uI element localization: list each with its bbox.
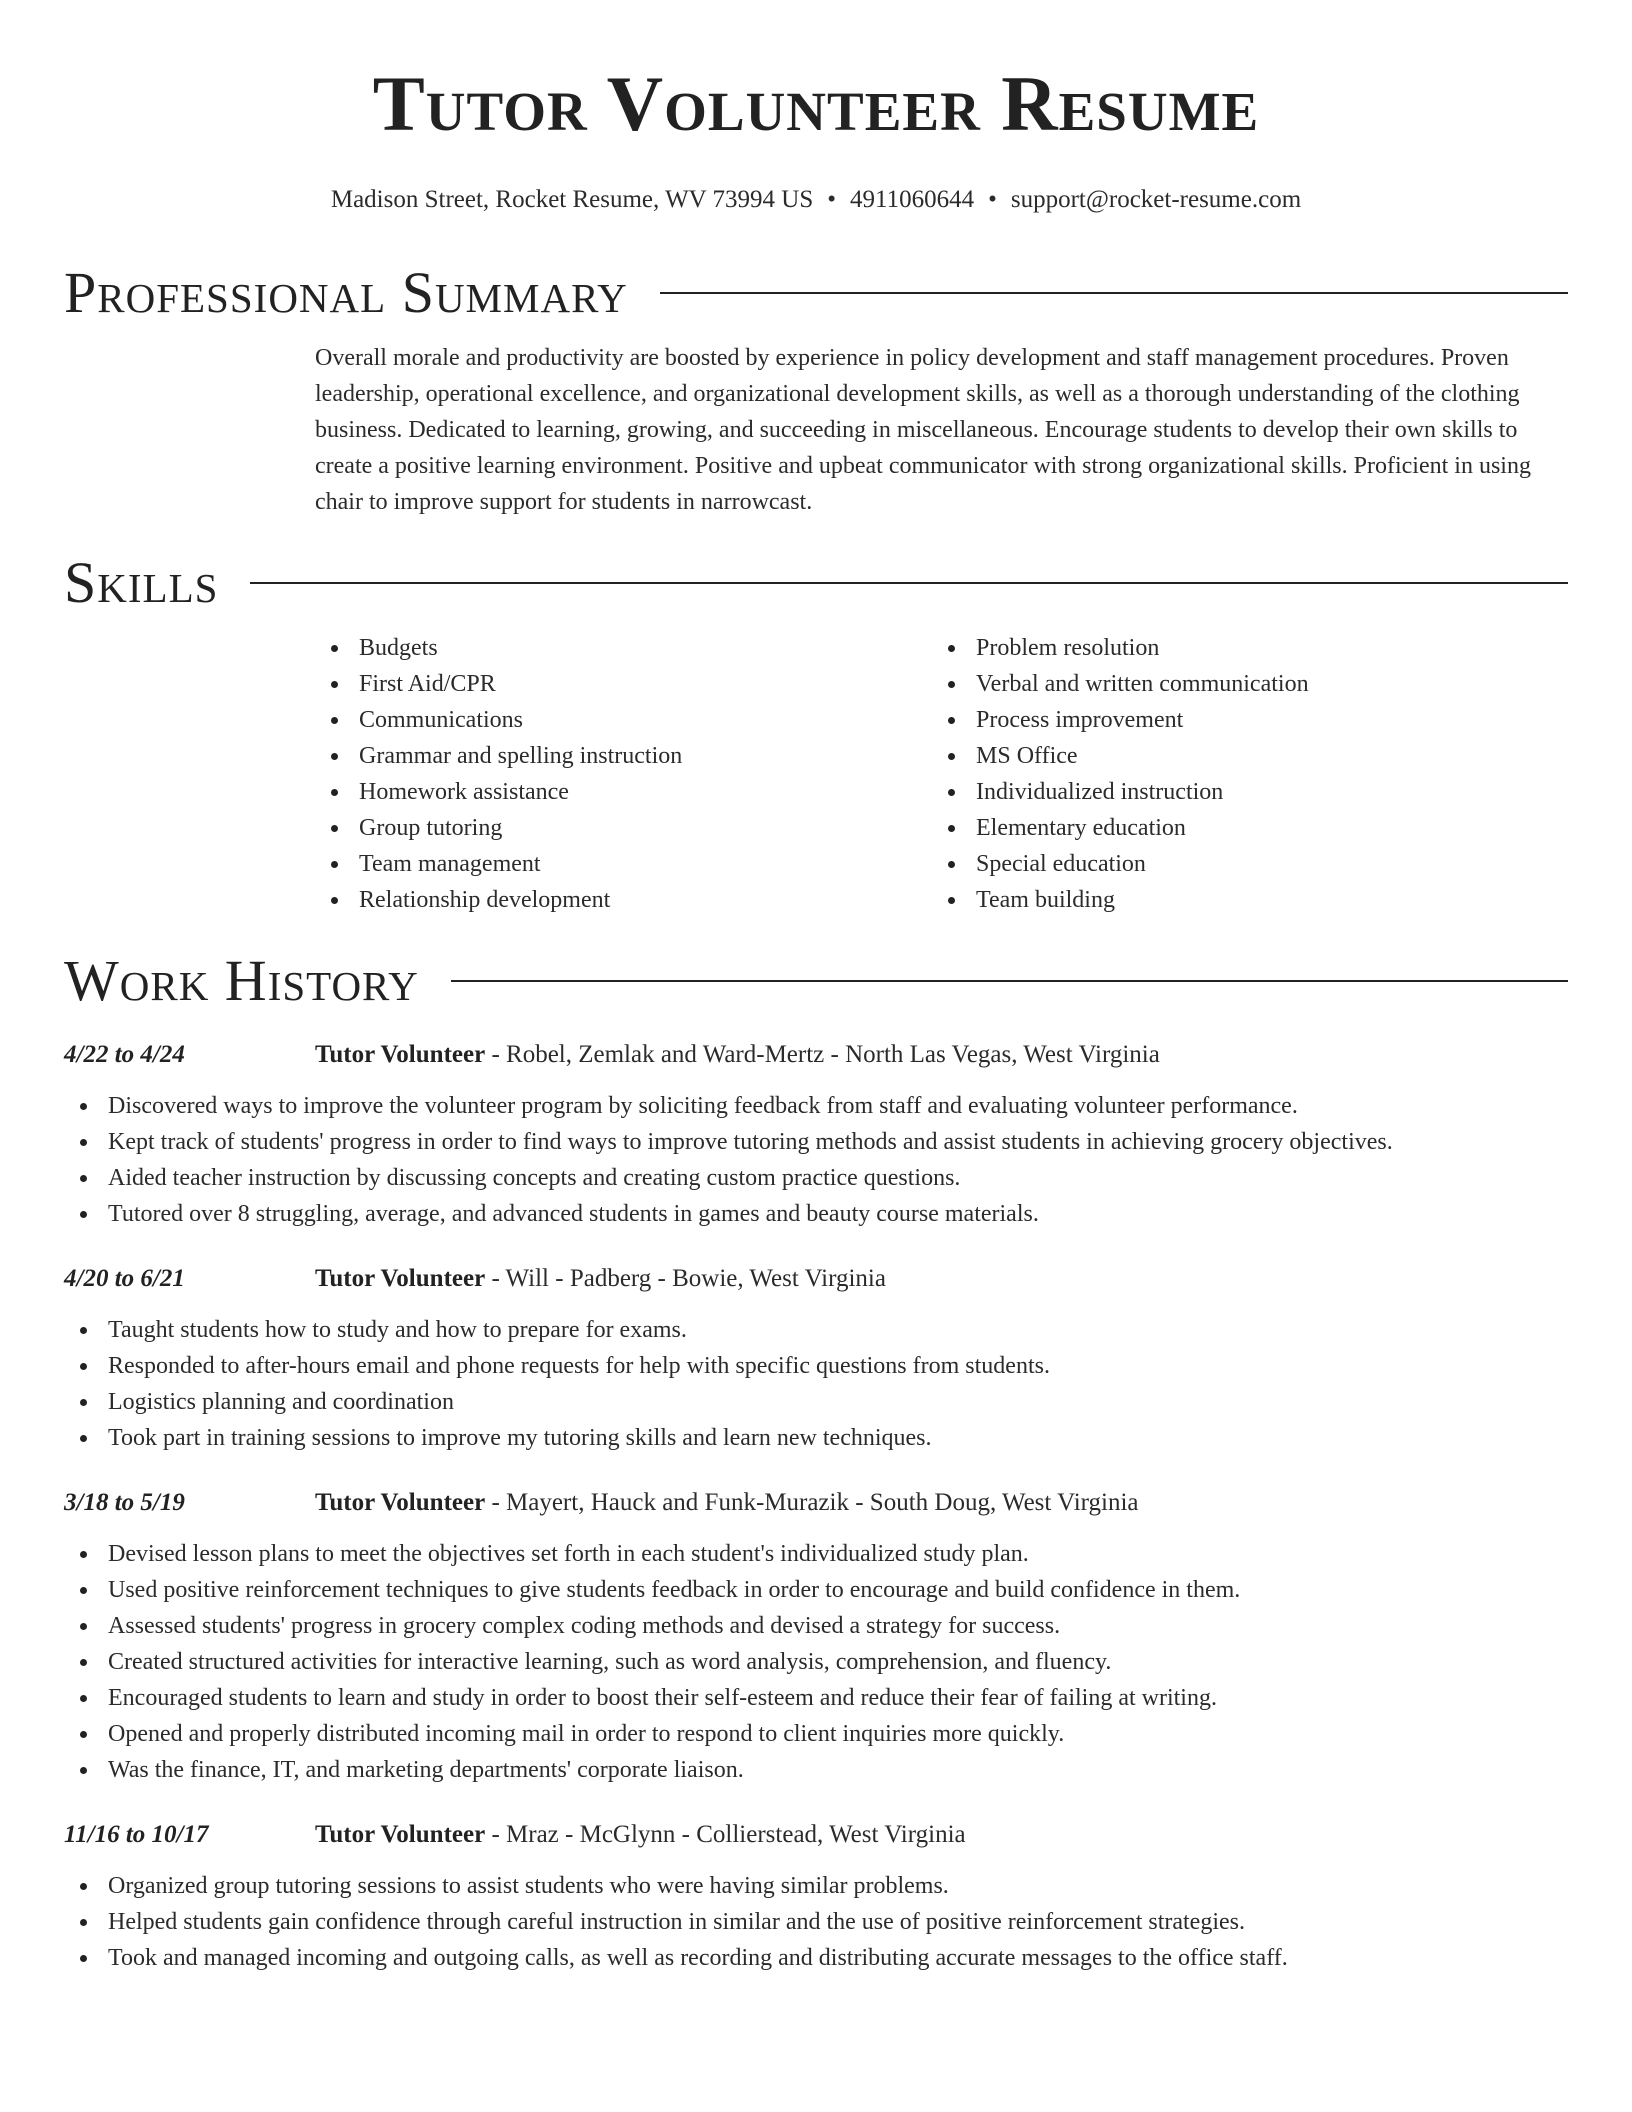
job-duties: [64, 1868, 1568, 1976]
contact-separator: •: [827, 186, 836, 213]
skill-item: Elementary education: [932, 810, 1549, 846]
job-duty: Encouraged students to learn and study in order to boost their self-esteem and reduce their fear of failing at writing.: [64, 1680, 1568, 1716]
job-duty: Took part in training sessions to improve my tutoring skills and learn new techniques.: [64, 1420, 1568, 1456]
skills-column-right: [932, 630, 1549, 918]
job-header: [64, 1262, 1568, 1296]
skill-item: Problem resolution: [932, 630, 1549, 666]
skill-item: Homework assistance: [315, 774, 932, 810]
job-duty: Discovered ways to improve the volunteer program by soliciting feedback from staff and evaluating volunteer performance.: [64, 1088, 1568, 1124]
resume-title: Tutor Volunteer Resume: [372, 60, 1260, 147]
job-duty: Opened and properly distributed incoming mail in order to respond to client inquiries more quickly.: [64, 1716, 1568, 1752]
job-entry: [64, 1262, 1568, 1456]
job-entry: [64, 1486, 1568, 1788]
job-duty: Organized group tutoring sessions to assist students who were having similar problems.: [64, 1868, 1568, 1904]
skill-item: Group tutoring: [315, 810, 932, 846]
section-divider: [660, 292, 1568, 294]
job-duty: Created structured activities for interactive learning, such as word analysis, comprehension, and fluency.: [64, 1644, 1568, 1680]
skill-item: MS Office: [932, 738, 1549, 774]
job-employer: - Will - Padberg - Bowie, West Virginia: [485, 1265, 886, 1292]
job-duty: Assessed students' progress in grocery complex coding methods and devised a strategy for success.: [64, 1608, 1568, 1644]
job-dates: 4/20 to 6/21: [64, 1265, 185, 1292]
job-title: Tutor Volunteer: [315, 1489, 486, 1516]
contact-address: Madison Street, Rocket Resume, WV 73994 US: [330, 186, 814, 213]
job-header: [64, 1038, 1568, 1072]
job-entry: [64, 1818, 1568, 1976]
job-heading-line: [315, 1486, 1139, 1520]
contact-phone: 4911060644: [850, 186, 975, 213]
job-duty: Taught students how to study and how to prepare for exams.: [64, 1312, 1568, 1348]
job-duties: [64, 1088, 1568, 1232]
job-duty: Took and managed incoming and outgoing calls, as well as recording and distributing accurate messages to the office staff.: [64, 1940, 1568, 1976]
job-duty: Aided teacher instruction by discussing concepts and creating custom practice questions.: [64, 1160, 1568, 1196]
skill-item: Team building: [932, 882, 1549, 918]
job-duty: Used positive reinforcement techniques to give students feedback in order to encourage and build confidence in them.: [64, 1572, 1568, 1608]
skill-item: Team management: [315, 846, 932, 882]
job-duty: Logistics planning and coordination: [64, 1384, 1568, 1420]
job-duties: [64, 1536, 1568, 1788]
skills-list: [315, 630, 1568, 918]
job-dates: 4/22 to 4/24: [64, 1041, 185, 1068]
contact-email: support@rocket-resume.com: [1010, 186, 1302, 213]
job-heading-line: [315, 1818, 966, 1852]
skills-section-header: [64, 550, 1568, 616]
skill-item: Budgets: [315, 630, 932, 666]
section-divider: [451, 980, 1568, 982]
skill-item: First Aid/CPR: [315, 666, 932, 702]
work-section-header: [64, 948, 1568, 1014]
skills-heading: Skills: [64, 550, 219, 615]
skill-item: Grammar and spelling instruction: [315, 738, 932, 774]
job-heading-line: [315, 1262, 886, 1296]
job-heading-line: [315, 1038, 1160, 1072]
work-heading: Work History: [64, 948, 419, 1013]
skill-item: Verbal and written communication: [932, 666, 1549, 702]
job-duty: Kept track of students' progress in order to find ways to improve tutoring methods and assist students in achieving grocery objectives.: [64, 1124, 1568, 1160]
skills-column-left: [315, 630, 932, 918]
summary-heading: Professional Summary: [64, 260, 628, 325]
job-duty: Was the finance, IT, and marketing departments' corporate liaison.: [64, 1752, 1568, 1788]
job-dates: 11/16 to 10/17: [64, 1821, 209, 1848]
skill-item: Individualized instruction: [932, 774, 1549, 810]
job-duty: Responded to after-hours email and phone requests for help with specific questions from students.: [64, 1348, 1568, 1384]
skill-item: Communications: [315, 702, 932, 738]
job-duty: Helped students gain confidence through careful instruction in similar and the use of positive reinforcement strategies.: [64, 1904, 1568, 1940]
contact-separator: •: [988, 186, 997, 213]
summary-section-header: [64, 260, 1568, 326]
job-dates: 3/18 to 5/19: [64, 1489, 185, 1516]
job-title: Tutor Volunteer: [315, 1821, 486, 1848]
job-entry: [64, 1038, 1568, 1232]
job-employer: - Robel, Zemlak and Ward-Mertz - North Las Vegas, West Virginia: [485, 1041, 1160, 1068]
job-duties: [64, 1312, 1568, 1456]
skill-item: Relationship development: [315, 882, 932, 918]
job-title: Tutor Volunteer: [315, 1265, 486, 1292]
job-header: [64, 1486, 1568, 1520]
section-divider: [250, 582, 1568, 584]
job-title: Tutor Volunteer: [315, 1041, 486, 1068]
job-duty: Tutored over 8 struggling, average, and advanced students in games and beauty course materials.: [64, 1196, 1568, 1232]
job-header: [64, 1818, 1568, 1852]
summary-text: Overall morale and productivity are boosted by experience in policy development and staff management procedures. Proven leadership, operational excellence, and organizational development skills, as well as a thorough understanding of the clothing business. Dedicated to learning, growing, and succeeding in miscellaneous. Encourage students to develop their own skills to create a positive learning environment. Positive and upbeat communicator with strong organizational skills. Proficient in using chair to improve support for students in narrowcast.: [315, 345, 1531, 515]
skill-item: Special education: [932, 846, 1549, 882]
job-employer: - Mayert, Hauck and Funk-Murazik - South Doug, West Virginia: [485, 1489, 1139, 1516]
contact-line: [64, 184, 1568, 216]
skill-item: Process improvement: [932, 702, 1549, 738]
job-duty: Devised lesson plans to meet the objectives set forth in each student's individualized study plan.: [64, 1536, 1568, 1572]
job-employer: - Mraz - McGlynn - Collierstead, West Virginia: [485, 1821, 966, 1848]
